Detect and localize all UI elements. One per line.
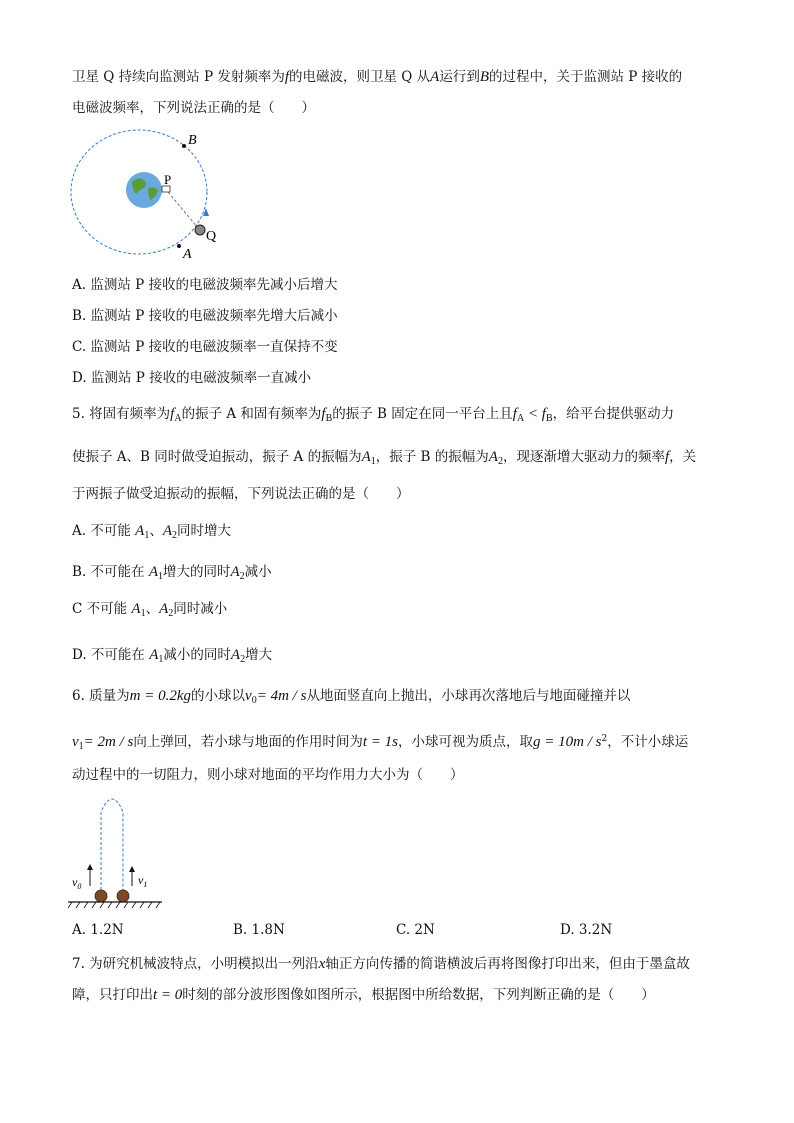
q5-option-c: C 不可能 $A_1$、$A_2$同时减小 xyxy=(72,601,228,619)
label-p: P xyxy=(164,172,172,187)
trajectory-path xyxy=(101,799,123,890)
q6-option-b: B. 1.8N xyxy=(233,922,285,938)
point-b xyxy=(182,144,186,148)
point-a xyxy=(177,244,181,248)
label-q: Q xyxy=(206,229,217,244)
q4-option-c: C. 监测站 P 接收的电磁波频率一直保持不变 xyxy=(72,339,338,355)
q7-stem-line2: 障，只打印出t = 0时刻的部分波形图像如图所示，根据图中所给数据，下列判断正确的是（ ） xyxy=(72,987,655,1003)
v1-label: $v_1$ xyxy=(138,873,148,889)
q6-option-c: C. 2N xyxy=(396,922,435,938)
q5-stem-line3: 于两振子做受迫振动的振幅，下列说法正确的是（ ） xyxy=(72,486,410,502)
bounce-figure xyxy=(68,790,168,912)
q4-stem-line2: 电磁波频率，下列说法正确的是（ ） xyxy=(72,100,315,116)
orbit-figure xyxy=(66,126,226,262)
ball-left xyxy=(95,890,107,902)
q5-stem-line2: 使振子 A、B 同时做受迫振动，振子 A 的振幅为$A_1$，振子 B 的振幅为$A_2$，现逐渐增大驱动力的频率f，关 xyxy=(72,449,697,467)
q7-stem-line1: 7. 为研究机械波特点，小明模拟出一列沿x轴正方向传播的简谐横波后再将图像打印出来，但由于墨盒故 xyxy=(72,956,690,972)
q5-option-b: B. 不可能在 $A_1$增大的同时$A_2$减小 xyxy=(72,564,272,582)
q6-option-a: A. 1.2N xyxy=(72,922,124,938)
ball-right xyxy=(117,890,129,902)
q5-option-d: D. 不可能在 $A_1$减小的同时$A_2$增大 xyxy=(72,647,273,665)
q6-stem-line3: 动过程中的一切阻力，则小球对地面的平均作用力大小为（ ） xyxy=(72,767,464,783)
q5-option-a: A. 不可能 $A_1$、$A_2$同时增大 xyxy=(72,523,231,541)
v0-label: $v_0$ xyxy=(72,875,82,891)
satellite-q xyxy=(195,225,205,235)
q4-stem-line1: 卫星 Q 持续向监测站 P 发射频率为f的电磁波，则卫星 Q 从A运行到B的过程中，关于监测站 P 接收的 xyxy=(72,69,683,85)
q4-option-a: A. 监测站 P 接收的电磁波频率先减小后增大 xyxy=(72,277,338,293)
q6-option-d: D. 3.2N xyxy=(560,922,613,938)
q4-option-d: D. 监测站 P 接收的电磁波频率一直减小 xyxy=(72,370,312,386)
q5-stem-line1: 5. 将固有频率为$f_A$的振子 A 和固有频率为$f_B$的振子 B 固定在同一平台上且$f_A < f_B$，给平台提供驱动力 xyxy=(72,406,675,424)
label-a: A xyxy=(183,247,192,262)
q4-option-b: B. 监测站 P 接收的电磁波频率先增大后减小 xyxy=(72,308,338,324)
q6-stem-line1: 6. 质量为m = 0.2kg的小球以$v_0= 4m / s$从地面竖直向上抛出，小球再次落地后与地面碰撞并以 xyxy=(72,688,631,706)
label-b: B xyxy=(188,133,197,148)
q6-stem-line2: $v_1= 2m / s$向上弹回，若小球与地面的作用时间为t = 1s，小球可视为质点，取$g = 10m / s^2$，不计小球运 xyxy=(72,734,689,752)
signal-line xyxy=(168,192,198,228)
